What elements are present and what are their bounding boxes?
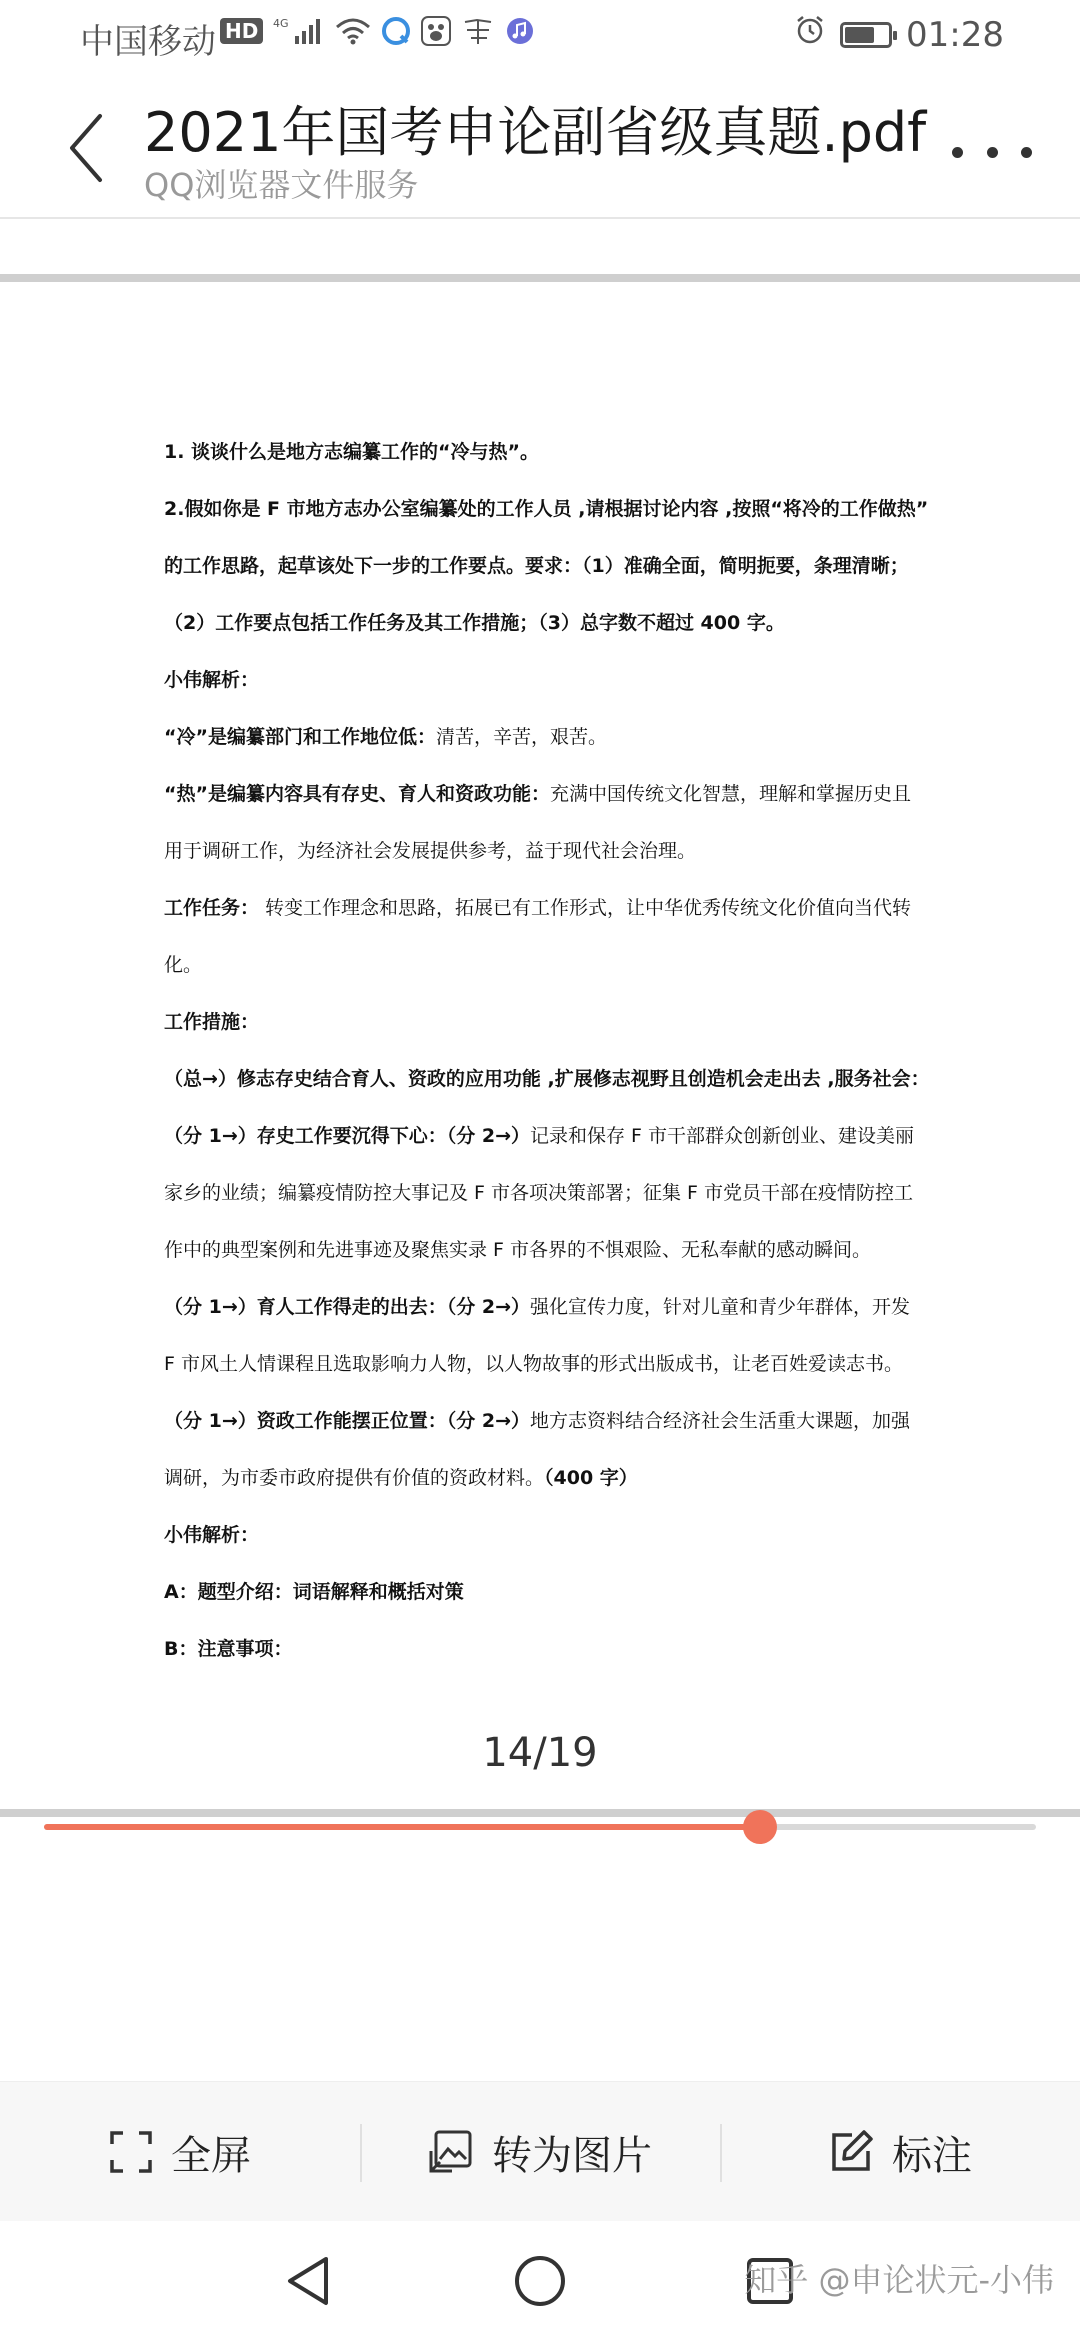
- fullscreen-icon: [109, 2130, 153, 2174]
- pdf-text-bold: 2.假如你是 F 市地方志办公室编纂处的工作人员 ,请根据讨论内容 ,按照“将冷的工作做热”: [164, 498, 929, 520]
- clock: 01:28: [906, 14, 1004, 55]
- pdf-text-line: [164, 538, 924, 595]
- pdf-text-line: [164, 1222, 924, 1279]
- chevron-left-icon: [66, 112, 106, 184]
- convert-to-image-button[interactable]: [360, 2082, 720, 2222]
- pdf-text: 转变工作理念和思路，拓展已有工作形式，让中华优秀传统文化价值向当代转: [259, 897, 912, 919]
- page-title: 2021年国考申论副省级真题.pdf: [144, 101, 927, 164]
- fullscreen-button[interactable]: [0, 2082, 360, 2222]
- network-type: 4G: [273, 17, 289, 30]
- fullscreen-label: 全屏: [171, 2132, 251, 2179]
- bottom-toolbar: [0, 2081, 1080, 2222]
- page-indicator: 14/19: [482, 1730, 598, 1776]
- convert-to-image-label: 转为图片: [492, 2132, 652, 2179]
- page-divider: [0, 1809, 1080, 1817]
- nav-back-button[interactable]: [278, 2251, 338, 2311]
- watermark: 知乎 @申论状元-小伟: [744, 2261, 1054, 2299]
- pdf-text-bold: （分 1→）资政工作能摆正位置：（分 2→）: [164, 1410, 531, 1432]
- music-app-icon: [505, 16, 535, 46]
- pdf-text-line: [164, 481, 929, 538]
- pdf-viewer[interactable]: [0, 219, 1080, 2081]
- pdf-text-line: [164, 880, 924, 937]
- pdf-text-line: [164, 994, 924, 1051]
- pdf-text-line: [164, 1450, 924, 1507]
- pdf-text: 化。: [164, 954, 203, 976]
- more-dot-icon: [987, 147, 998, 158]
- pdf-text-line: [164, 1336, 924, 1393]
- browser-app-icon: [381, 16, 411, 46]
- pdf-text: 调研，为市委市政府提供有价值的资政材料。: [164, 1467, 545, 1489]
- triangle-back-icon: [284, 2255, 332, 2307]
- pdf-text-line: [164, 595, 924, 652]
- more-dot-icon: [1021, 147, 1032, 158]
- pdf-text-line: [164, 709, 924, 766]
- pdf-text-line: [164, 1393, 924, 1450]
- pdf-text-bold: 小伟解析：: [164, 1524, 260, 1546]
- back-button[interactable]: [58, 108, 114, 188]
- pdf-text-bold: 工作措施：: [164, 1011, 260, 1033]
- pdf-text-bold: “热”是编纂内容具有存史、育人和资政功能：: [164, 783, 550, 805]
- battery-level: [845, 27, 874, 43]
- carrier-name: 中国移动: [80, 22, 216, 62]
- status-icons: [220, 16, 535, 46]
- pdf-text-line: [164, 652, 924, 709]
- pdf-text: 强化宣传力度，针对儿童和青少年群体，开发: [530, 1296, 911, 1318]
- study-app-icon: [461, 16, 495, 46]
- page-subtitle: QQ浏览器文件服务: [144, 166, 419, 204]
- pdf-text: F 市风土人情课程且选取影响力人物，以人物故事的形式出版成书，让老百姓爱读志书。: [164, 1353, 903, 1375]
- pdf-text-line: [164, 1621, 924, 1678]
- page-slider-fill: [44, 1824, 760, 1830]
- pdf-text-bold: （400 字）: [544, 1467, 638, 1489]
- annotate-label: 标注: [892, 2132, 972, 2179]
- pdf-text-bold: A：题型介绍：词语解释和概括对策: [164, 1581, 464, 1603]
- pdf-text: 用于调研工作，为经济社会发展提供参考，益于现代社会治理。: [164, 840, 697, 862]
- pdf-text: 充满中国传统文化智慧，理解和掌握历史且: [549, 783, 911, 805]
- pdf-text-line: [164, 1279, 924, 1336]
- pdf-text-bold: 小伟解析：: [164, 669, 260, 691]
- pdf-text-line: [164, 1108, 924, 1165]
- page-slider[interactable]: [44, 1824, 1036, 1830]
- pdf-text: 地方志资料结合经济社会生活重大课题，加强: [530, 1410, 911, 1432]
- alarm-icon: [794, 14, 826, 55]
- more-menu-button[interactable]: [952, 132, 1032, 172]
- pdf-text-line: [164, 823, 924, 880]
- pdf-text-bold: （分 1→）存史工作要沉得下心：（分 2→）: [164, 1125, 531, 1147]
- pdf-text-bold: 的工作思路，起草该处下一步的工作要点。要求：（1）准确全面，简明扼要，条理清晰；: [164, 555, 909, 577]
- status-bar: [0, 0, 1080, 72]
- pdf-text-bold: （2）工作要点包括工作任务及其工作措施；（3）总字数不超过 400 字。: [164, 612, 785, 634]
- pdf-text: 家乡的业绩；编纂疫情防控大事记及 F 市各项决策部署；征集 F 市党员干部在疫情防控工: [164, 1182, 914, 1204]
- nav-home-button[interactable]: [510, 2251, 570, 2311]
- pdf-text: 记录和保存 F 市干部群众创新创业、建设美丽: [530, 1125, 915, 1147]
- pdf-text-line: [164, 1165, 924, 1222]
- pdf-text-bold: 1. 谈谈什么是地方志编纂工作的“冷与热”。: [164, 441, 540, 463]
- circle-home-icon: [513, 2254, 567, 2308]
- pdf-page: [0, 282, 1080, 1809]
- system-nav-bar: [0, 2221, 1080, 2340]
- pdf-text-line: [164, 766, 924, 823]
- edit-icon: [828, 2129, 874, 2175]
- pdf-text-bold: 工作任务：: [164, 897, 260, 919]
- pdf-text-bold: “冷”是编纂部门和工作地位低：: [164, 726, 436, 748]
- pdf-text-bold: B：注意事项：: [164, 1638, 293, 1660]
- page-divider: [0, 274, 1080, 282]
- pdf-text-line: [164, 937, 924, 994]
- pdf-text-line: [164, 1051, 930, 1108]
- pdf-text-line: [164, 424, 924, 481]
- pdf-page-content: [164, 424, 930, 1678]
- app-header: [0, 72, 1080, 219]
- pdf-text-bold: （总→）修志存史结合育人、资政的应用功能 ,扩展修志视野且创造机会走出去 ,服务社会：: [164, 1068, 930, 1090]
- wifi-icon: [335, 17, 371, 45]
- pdf-text: 作中的典型案例和先进事迹及聚焦实录 F 市各界的不惧艰险、无私奉献的感动瞬间。: [164, 1239, 872, 1261]
- more-dot-icon: [952, 147, 963, 158]
- status-right: [794, 14, 1004, 55]
- battery-icon: [840, 22, 892, 48]
- pdf-text-bold: （分 1→）育人工作得走的出去：（分 2→）: [164, 1296, 531, 1318]
- image-convert-icon: [428, 2129, 474, 2175]
- hd-badge: HD: [220, 18, 263, 44]
- annotate-button[interactable]: [720, 2082, 1080, 2222]
- pdf-text-line: [164, 1507, 924, 1564]
- pdf-text-line: [164, 1564, 924, 1621]
- paw-app-icon: [421, 16, 451, 46]
- pdf-text: 清苦，辛苦，艰苦。: [435, 726, 607, 748]
- signal-icon: [273, 16, 325, 46]
